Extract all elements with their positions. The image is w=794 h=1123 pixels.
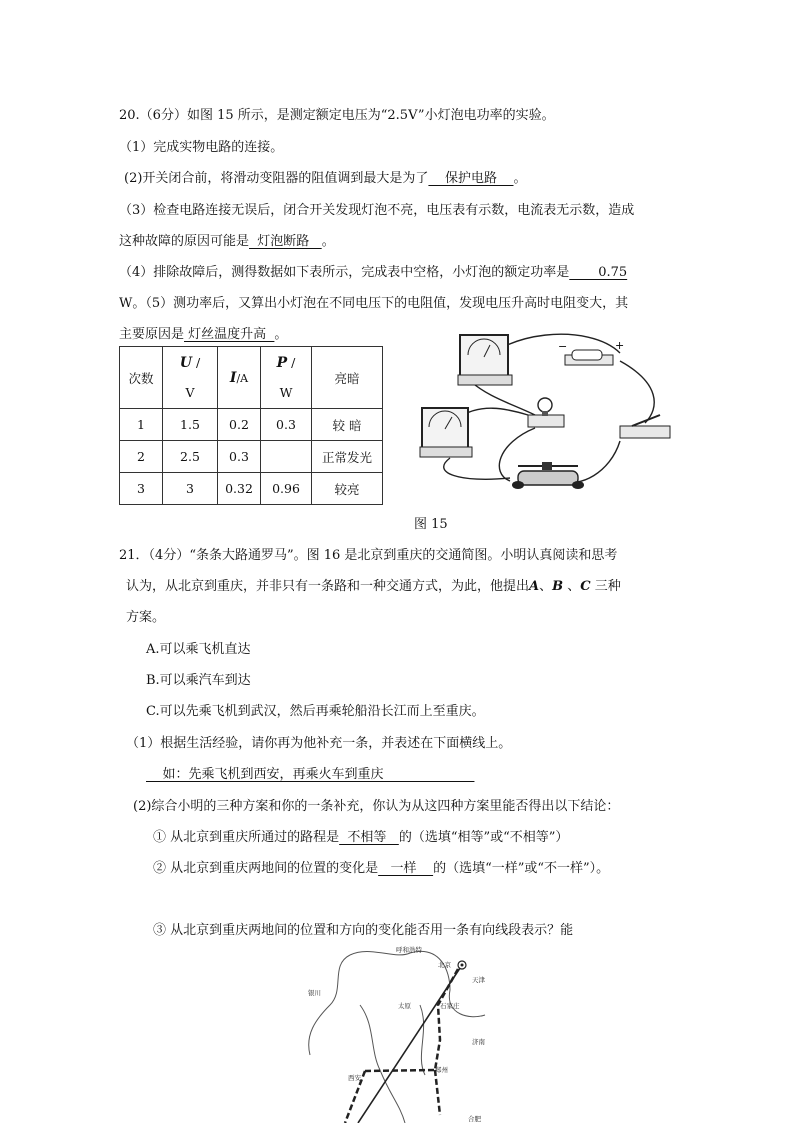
header-current-symbol: I	[229, 369, 237, 386]
cell-count: 1	[120, 409, 163, 441]
option-a: A.可以乘飞机直达	[146, 642, 251, 657]
cell-brightness: 较 暗	[312, 409, 383, 441]
q20-part5-text: 主要原因是	[119, 327, 185, 342]
q20-part2-answer: 保护电路	[428, 171, 514, 186]
header-voltage	[163, 347, 218, 409]
cell-power: 0.3	[261, 409, 312, 441]
battery-holder	[558, 339, 624, 365]
battery-plus: +	[615, 339, 625, 352]
separator: 、	[563, 579, 581, 594]
q21-line2-text: 认为，从北京到重庆，并非只有一条路和一种交通方式，为此，他提出	[126, 579, 530, 594]
q21-sub2: (2)综合小明的三种方案和你的一条补充，你认为从这四种方案里能否得出以下结论：	[133, 799, 620, 814]
q20-part5-line1: W。（5）测功率后，又算出小灯泡在不同电压下的电阻值，发现电压升高时电阻变大，其	[119, 296, 629, 311]
conclusion-2-answer: 一样	[378, 861, 434, 876]
province-border	[350, 951, 485, 1016]
label-xian: 西安	[348, 1074, 361, 1082]
q20-part5-line2	[119, 323, 287, 342]
cell-current: 0.2	[218, 409, 261, 441]
label-jinan: 济南	[472, 1038, 485, 1046]
province-border	[309, 955, 350, 1055]
q21-line2-end: 三种	[590, 579, 621, 594]
q20-part4-answer: 0.75	[569, 265, 628, 280]
q20-part3-answer: 灯泡断路	[249, 234, 322, 249]
header-count: 次数	[120, 347, 163, 409]
q20-part3-text: 这种故障的原因可能是	[119, 234, 250, 249]
option-a-symbol: A	[529, 579, 540, 594]
q21-line2	[126, 575, 621, 594]
q20-part4-text: （4）排除故障后，测得数据如下表所示，完成表中空格，小灯泡的额定功率是	[119, 265, 570, 280]
header-power-unit: W	[279, 384, 293, 400]
q20-part3-line2	[119, 230, 335, 249]
bulb	[528, 398, 564, 427]
option-b-symbol: B	[552, 579, 564, 594]
q20-part5-answer: 灯丝温度升高	[184, 327, 275, 342]
beijing-dot	[461, 964, 464, 967]
q20-part1: （1）完成实物电路的连接。	[119, 140, 284, 155]
label-zhengzhou: 郑州	[435, 1066, 448, 1074]
conclusion-3: ③ 从北京到重庆两地间的位置和方向的变化能否用一条有向线段表示？能	[153, 923, 574, 938]
header-power-slash: /	[287, 354, 296, 370]
cell-brightness: 正常发光	[312, 441, 383, 473]
q21-sub1-answer: 如：先乘飞机到西安，再乘火车到重庆	[146, 767, 475, 782]
header-voltage-unit: V	[185, 384, 195, 400]
railway-line	[365, 1070, 435, 1071]
figure15-caption: 图 15	[414, 517, 448, 532]
header-power	[261, 347, 312, 409]
q20-part4	[119, 261, 627, 280]
conclusion-1-answer: 不相等	[339, 830, 399, 845]
data-table	[119, 346, 383, 505]
label-huhehaote: 呼和浩特	[396, 946, 422, 954]
label-shijiazhuang: 石家庄	[440, 1002, 460, 1010]
cell-power	[261, 441, 312, 473]
header-voltage-slash: /	[192, 354, 201, 370]
q21-title: 21．（4分）“条条大路通罗马”。图 16 是北京到重庆的交通简图。小明认真阅读和思考	[119, 548, 618, 563]
voltmeter-top	[458, 335, 512, 385]
battery-minus: −	[558, 340, 568, 353]
table-row	[120, 441, 383, 473]
label-beijing: 北京	[438, 961, 451, 969]
cell-voltage: 2.5	[163, 441, 218, 473]
conclusion-2-end: 的（选填“一样”或“不一样”）。	[433, 861, 610, 876]
cell-voltage: 1.5	[163, 409, 218, 441]
cell-brightness: 较亮	[312, 473, 383, 505]
cell-power: 0.96	[261, 473, 312, 505]
label-yinchuan: 银川	[308, 989, 321, 997]
railway-line	[435, 1070, 440, 1115]
wire	[620, 361, 654, 423]
cell-current: 0.32	[218, 473, 261, 505]
header-brightness: 亮暗	[312, 347, 383, 409]
table-header-row	[120, 347, 383, 409]
switch	[620, 415, 670, 438]
table-row	[120, 473, 383, 505]
q20-part3-end: 。	[321, 234, 335, 249]
rheostat	[512, 462, 584, 489]
separator: 、	[539, 579, 553, 594]
voltmeter-bottom	[420, 408, 472, 457]
conclusion-1-end: 的（选填“相等”或“不相等”）	[398, 830, 569, 845]
header-current-unit: /A	[236, 371, 249, 385]
q20-part3-line1: （3）检查电路连接无误后，闭合开关发现灯泡不亮，电压表有示数，电流表无示数，造成	[119, 203, 635, 218]
conclusion-1-text: ① 从北京到重庆所通过的路程是	[153, 830, 340, 845]
cell-count: 2	[120, 441, 163, 473]
option-c: C.可以先乘飞机到武汉，然后再乘轮船沿长江而上至重庆。	[146, 704, 485, 719]
header-power-symbol: P	[276, 354, 288, 371]
option-b: B.可以乘汽车到达	[146, 673, 251, 688]
q21-line3: 方案。	[126, 610, 166, 625]
cell-count: 3	[120, 473, 163, 505]
conclusion-2-text: ② 从北京到重庆两地间的位置的变化是	[153, 861, 379, 876]
q20-title: 20.（6分）如图 15 所示，是测定额定电压为“2.5V”小灯泡电功率的实验。	[119, 108, 555, 123]
conclusion-1	[153, 826, 568, 845]
q20-part2-text: (2)开关闭合前，将滑动变阻器的阻值调到最大是为了	[124, 171, 429, 186]
label-tianjin: 天津	[472, 976, 485, 984]
q20-part2	[124, 167, 527, 186]
q21-sub1: （1）根据生活经验，请你再为他补充一条，并表述在下面横线上。	[126, 736, 512, 751]
circuit-figure	[410, 323, 690, 503]
transport-map	[300, 945, 490, 1123]
label-taiyuan: 太原	[398, 1002, 411, 1010]
cell-current: 0.3	[218, 441, 261, 473]
header-voltage-symbol: U	[179, 354, 193, 371]
province-border	[360, 1005, 405, 1123]
q20-part2-end: 。	[513, 171, 527, 186]
conclusion-2	[153, 857, 609, 876]
label-hefei: 合肥	[468, 1115, 481, 1123]
option-c-symbol: C	[580, 579, 591, 594]
province-border	[420, 1005, 425, 1075]
q20-part5-end: 。	[274, 327, 288, 342]
cell-voltage: 3	[163, 473, 218, 505]
railway-line	[435, 969, 458, 1070]
header-current	[218, 347, 261, 409]
table-row	[120, 409, 383, 441]
